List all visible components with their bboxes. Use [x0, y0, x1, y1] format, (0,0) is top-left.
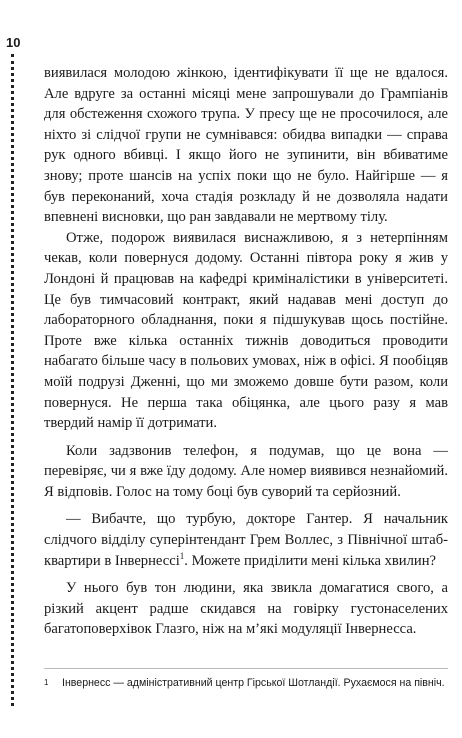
footnote-mark: 1: [44, 678, 49, 687]
page-number: 10: [6, 35, 21, 50]
footnote-reference[interactable]: 1: [179, 550, 185, 561]
paragraph-3: Коли задзвонив телефон, я подумав, що це вона — перевіряє, чи я вже їду додому. Але номер виявився незнайомий. Я відповів. Голос на тому боці був суворий та серйозний.: [44, 442, 448, 500]
paragraph-5: У нього був тон людини, яка звикла домагатися свого, а різкий акцент радше скидався на говірку густонаселених багатоповерхівок Глазго, ніж на м’які модуляції Інвернесса.: [44, 580, 448, 638]
paragraph-4-continuation: . Можете приділити мені кілька хвилин?: [184, 552, 436, 569]
footnote-text: Інвернесс — адміністративний центр Гірської Шотландії. Рухаємося на північ.: [62, 677, 445, 689]
footnote-divider: [44, 668, 448, 669]
body-text: [44, 63, 448, 640]
footnote: [44, 676, 448, 691]
paragraph-4: [44, 509, 448, 571]
paragraph-1: виявилася молодою жінкою, ідентифікувати її ще не вдалося. Але вдруге за останні місяці мене запрошували до Грампіанів для обстеження схожого трупа. У пресу ще не просочилося, але ніхто зі слідчої групи не сумнівався: обидва випадки — справа рук одного вбивці. І якщо його не зупинити, він вбиватиме знову; проте шансів на успіх поки що не було. Найгірше — я був переконаний, хоча стадія розкладу й не дозволяла надати впевнені висновки, що ран завдавали не мертвому тілу.: [44, 65, 448, 226]
dotted-margin-rule: [11, 54, 14, 706]
paragraph-4-text: — Вибачте, що турбую, докторе Гантер. Я начальник слідчого відділу суперінтендант Грем Воллес, з Північної штаб-квартири в Інвернессі: [44, 511, 448, 569]
paragraph-2: Отже, подорож виявилася виснажливою, я з нетерпінням чекав, коли повернуся додому. Останні півтора року я жив у Лондоні й працював на кафедрі криміналістики в університеті. Це був тимчасовий контракт, який надавав мені доступ до лабораторного обладнання, поки я підшукував щось постійне. Проте вже кілька останніх тижнів доводиться проводити набагато більше часу в польових умовах, ніж в офісі. Я пообіцяв моїй подрузі Дженні, що ми зможемо довше бути разом, коли повернуся. Не перша така обіцянка, але цього разу я мав твердий намір її дотримати.: [44, 229, 448, 432]
